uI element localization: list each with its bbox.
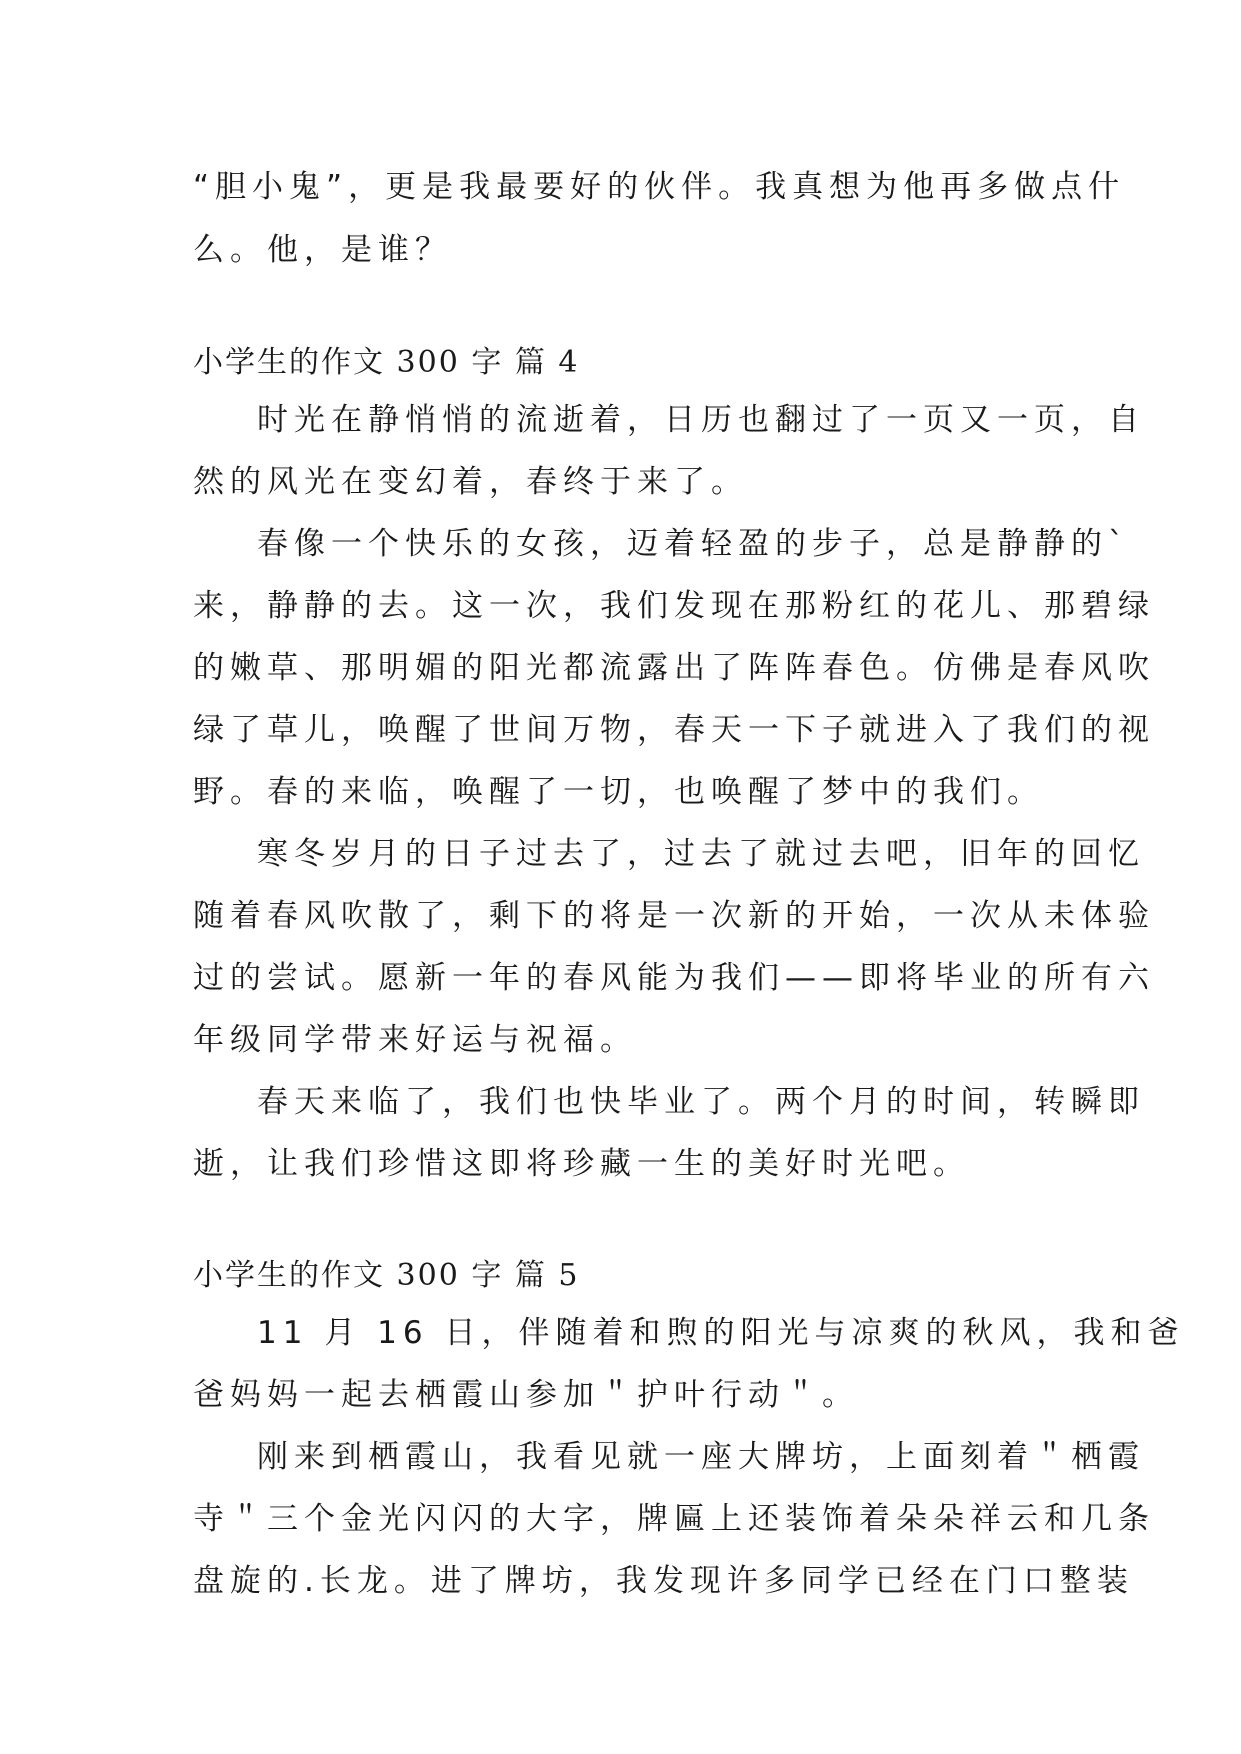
text-line: 寺＂三个金光闪闪的大字，牌匾上还装饰着朵朵祥云和几条 xyxy=(193,1501,1155,1537)
text-line: 过的尝试。愿新一年的春风能为我们——即将毕业的所有六 xyxy=(193,960,1155,996)
text-line: 来，静静的去。这一次，我们发现在那粉红的花儿、那碧绿 xyxy=(193,588,1155,624)
text-line: 爸妈妈一起去栖霞山参加＂护叶行动＂。 xyxy=(193,1377,859,1413)
text-line: 年级同学带来好运与祝福。 xyxy=(193,1022,637,1058)
paragraph-first-line: 11 月 16 日，伴随着和煦的阳光与凉爽的秋风，我和爸 xyxy=(257,1315,1185,1351)
paragraph-first-line: 刚来到栖霞山，我看见就一座大牌坊，上面刻着＂栖霞 xyxy=(257,1439,1145,1475)
section-heading: 小学生的作文 300 字 篇 5 xyxy=(193,1258,580,1293)
paragraph-first-line: 寒冬岁月的日子过去了，过去了就过去吧，旧年的回忆 xyxy=(257,836,1145,872)
paragraph-first-line: 时光在静悄悄的流逝着，日历也翻过了一页又一页，自 xyxy=(257,402,1145,438)
text-line: 绿了草儿，唤醒了世间万物，春天一下子就进入了我们的视 xyxy=(193,712,1155,748)
text-line: 么。他，是谁？ xyxy=(193,232,452,268)
text-line: 逝，让我们珍惜这即将珍藏一生的美好时光吧。 xyxy=(193,1146,970,1182)
text-line: “胆小鬼”，更是我最要好的伙伴。我真想为他再多做点什 xyxy=(193,169,1126,205)
text-line: 的嫩草、那明媚的阳光都流露出了阵阵春色。仿佛是春风吹 xyxy=(193,650,1155,686)
paragraph-first-line: 春天来临了，我们也快毕业了。两个月的时间，转瞬即 xyxy=(257,1084,1145,1120)
text-line: 随着春风吹散了，剩下的将是一次新的开始，一次从未体验 xyxy=(193,898,1155,934)
text-line: 野。春的来临，唤醒了一切，也唤醒了梦中的我们。 xyxy=(193,774,1044,810)
text-line: 然的风光在变幻着，春终于来了。 xyxy=(193,464,748,500)
section-heading: 小学生的作文 300 字 篇 4 xyxy=(193,345,580,380)
text-line: 盘旋的.长龙。进了牌坊，我发现许多同学已经在门口整装 xyxy=(193,1563,1134,1599)
paragraph-first-line: 春像一个快乐的女孩，迈着轻盈的步子，总是静静的` xyxy=(257,526,1130,562)
